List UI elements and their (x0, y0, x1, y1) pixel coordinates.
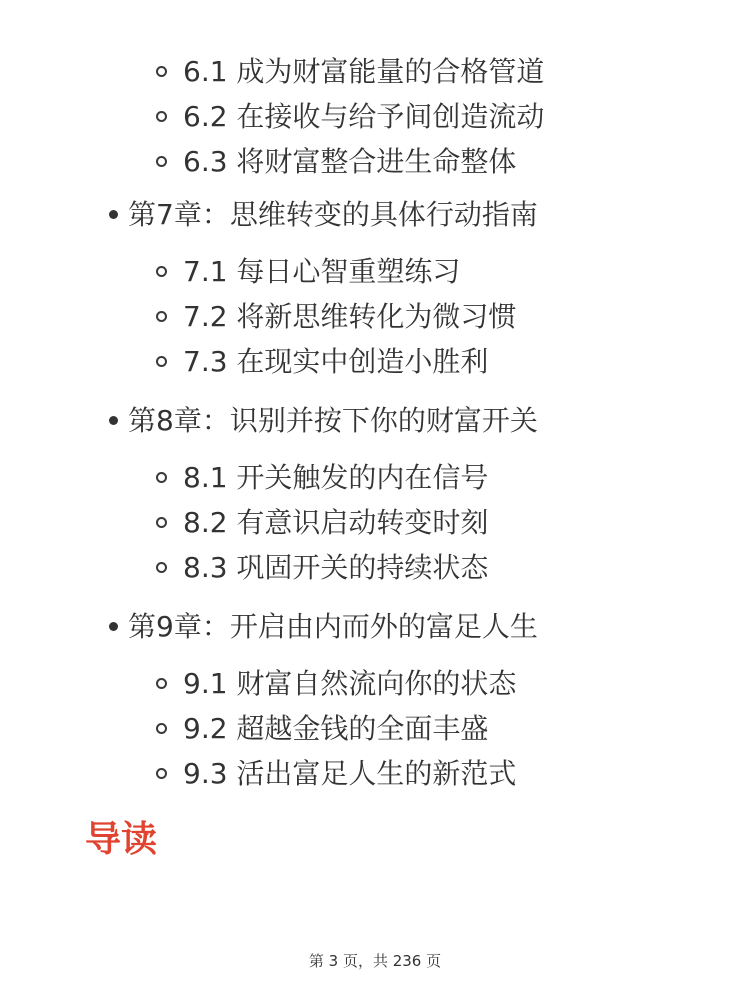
toc-chapter (128, 192, 665, 384)
toc-chapter-title: 第8章：识别并按下你的财富开关 (128, 404, 538, 437)
toc-subitem: 6.1 成为财富能量的合格管道 (183, 49, 665, 94)
toc-chapter-list (85, 192, 665, 796)
toc-subitem-list (128, 661, 665, 796)
toc-subitem-list (128, 249, 665, 384)
toc-subitem: 9.2 超越金钱的全面丰盛 (183, 706, 665, 751)
toc-subitem: 8.3 巩固开关的持续状态 (183, 545, 665, 590)
toc-chapter-title: 第7章：思维转变的具体行动指南 (128, 198, 538, 231)
toc-chapter-title: 第9章：开启由内而外的富足人生 (128, 610, 538, 643)
page-number-footer: 第 3 页，共 236 页 (308, 952, 442, 970)
toc-subitem-list (128, 455, 665, 590)
toc-subitem: 8.1 开关触发的内在信号 (183, 455, 665, 500)
toc-subitem: 9.3 活出富足人生的新范式 (183, 751, 665, 796)
toc-subitem: 6.2 在接收与给予间创造流动 (183, 94, 665, 139)
toc-chapter6-subitem-list (85, 49, 665, 184)
toc-subitem: 7.1 每日心智重塑练习 (183, 249, 665, 294)
toc-subitem: 8.2 有意识启动转变时刻 (183, 500, 665, 545)
toc-subitem: 9.1 财富自然流向你的状态 (183, 661, 665, 706)
toc-chapter (128, 398, 665, 590)
toc-chapter (128, 604, 665, 796)
toc-subitem: 7.3 在现实中创造小胜利 (183, 339, 665, 384)
section-heading: 导读 (85, 819, 158, 860)
toc-subitem: 6.3 将财富整合进生命整体 (183, 139, 665, 184)
toc-subitem: 7.2 将新思维转化为微习惯 (183, 294, 665, 339)
